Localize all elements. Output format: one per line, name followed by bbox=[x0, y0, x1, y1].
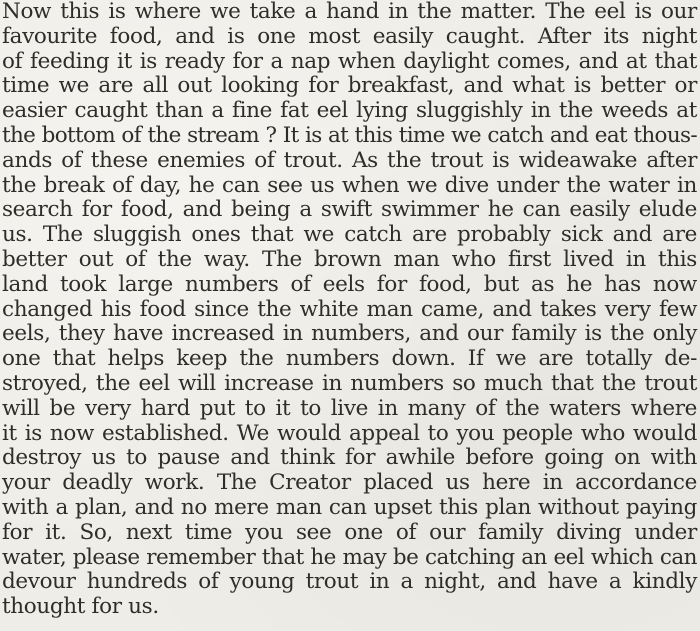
body-paragraph bbox=[2, 0, 697, 620]
text-line: one that helps keep the numbers down. If we are totally de- bbox=[2, 346, 697, 372]
text-line-last: thought for us. bbox=[2, 594, 159, 620]
text-line: the bottom of the stream ? It is at this time we catch and eat thous- bbox=[2, 122, 697, 148]
text-line: us. The sluggish ones that we catch are probably sick and are bbox=[2, 222, 697, 248]
text-line: your deadly work. The Creator placed us here in accordance bbox=[2, 470, 697, 496]
text-line: easier caught than a fine fat eel lying sluggishly in the weeds at bbox=[2, 98, 697, 124]
text-line: better out of the way. The brown man who first lived in this bbox=[2, 246, 697, 272]
text-line: will be very hard put to it to live in many of the waters where bbox=[2, 395, 697, 421]
text-line: destroy us to pause and think for awhile before going on with bbox=[2, 445, 697, 471]
text-line: favourite food, and is one most easily caught. After its night bbox=[2, 23, 697, 49]
text-line: it is now established. We would appeal to you people who would bbox=[2, 420, 697, 446]
text-line: eels, they have increased in numbers, and our family is the only bbox=[2, 321, 697, 347]
text-line: the break of day, he can see us when we dive under the water in bbox=[2, 172, 697, 198]
text-line: with a plan, and no mere man can upset this plan without paying bbox=[2, 494, 697, 520]
text-line: ands of these enemies of trout. As the trout is wideawake after bbox=[2, 147, 697, 173]
text-line: search for food, and being a swift swimmer he can easily elude bbox=[2, 197, 697, 223]
text-line: water, please remember that he may be catching an eel which can bbox=[2, 544, 697, 570]
text-line: devour hundreds of young trout in a night, and have a kindly bbox=[2, 569, 697, 595]
text-line: Now this is where we take a hand in the matter. The eel is our bbox=[2, 0, 697, 24]
text-line: for it. So, next time you see one of our family diving under bbox=[2, 519, 697, 545]
text-line: time we are all out looking for breakfast, and what is better or bbox=[2, 73, 697, 99]
text-line: changed his food since the white man came, and takes very few bbox=[2, 296, 697, 322]
text-line: land took large numbers of eels for food, but as he has now bbox=[2, 271, 697, 297]
text-line: stroyed, the eel will increase in numbers so much that the trout bbox=[2, 370, 697, 396]
text-line: of feeding it is ready for a nap when daylight comes, and at that bbox=[2, 48, 697, 74]
